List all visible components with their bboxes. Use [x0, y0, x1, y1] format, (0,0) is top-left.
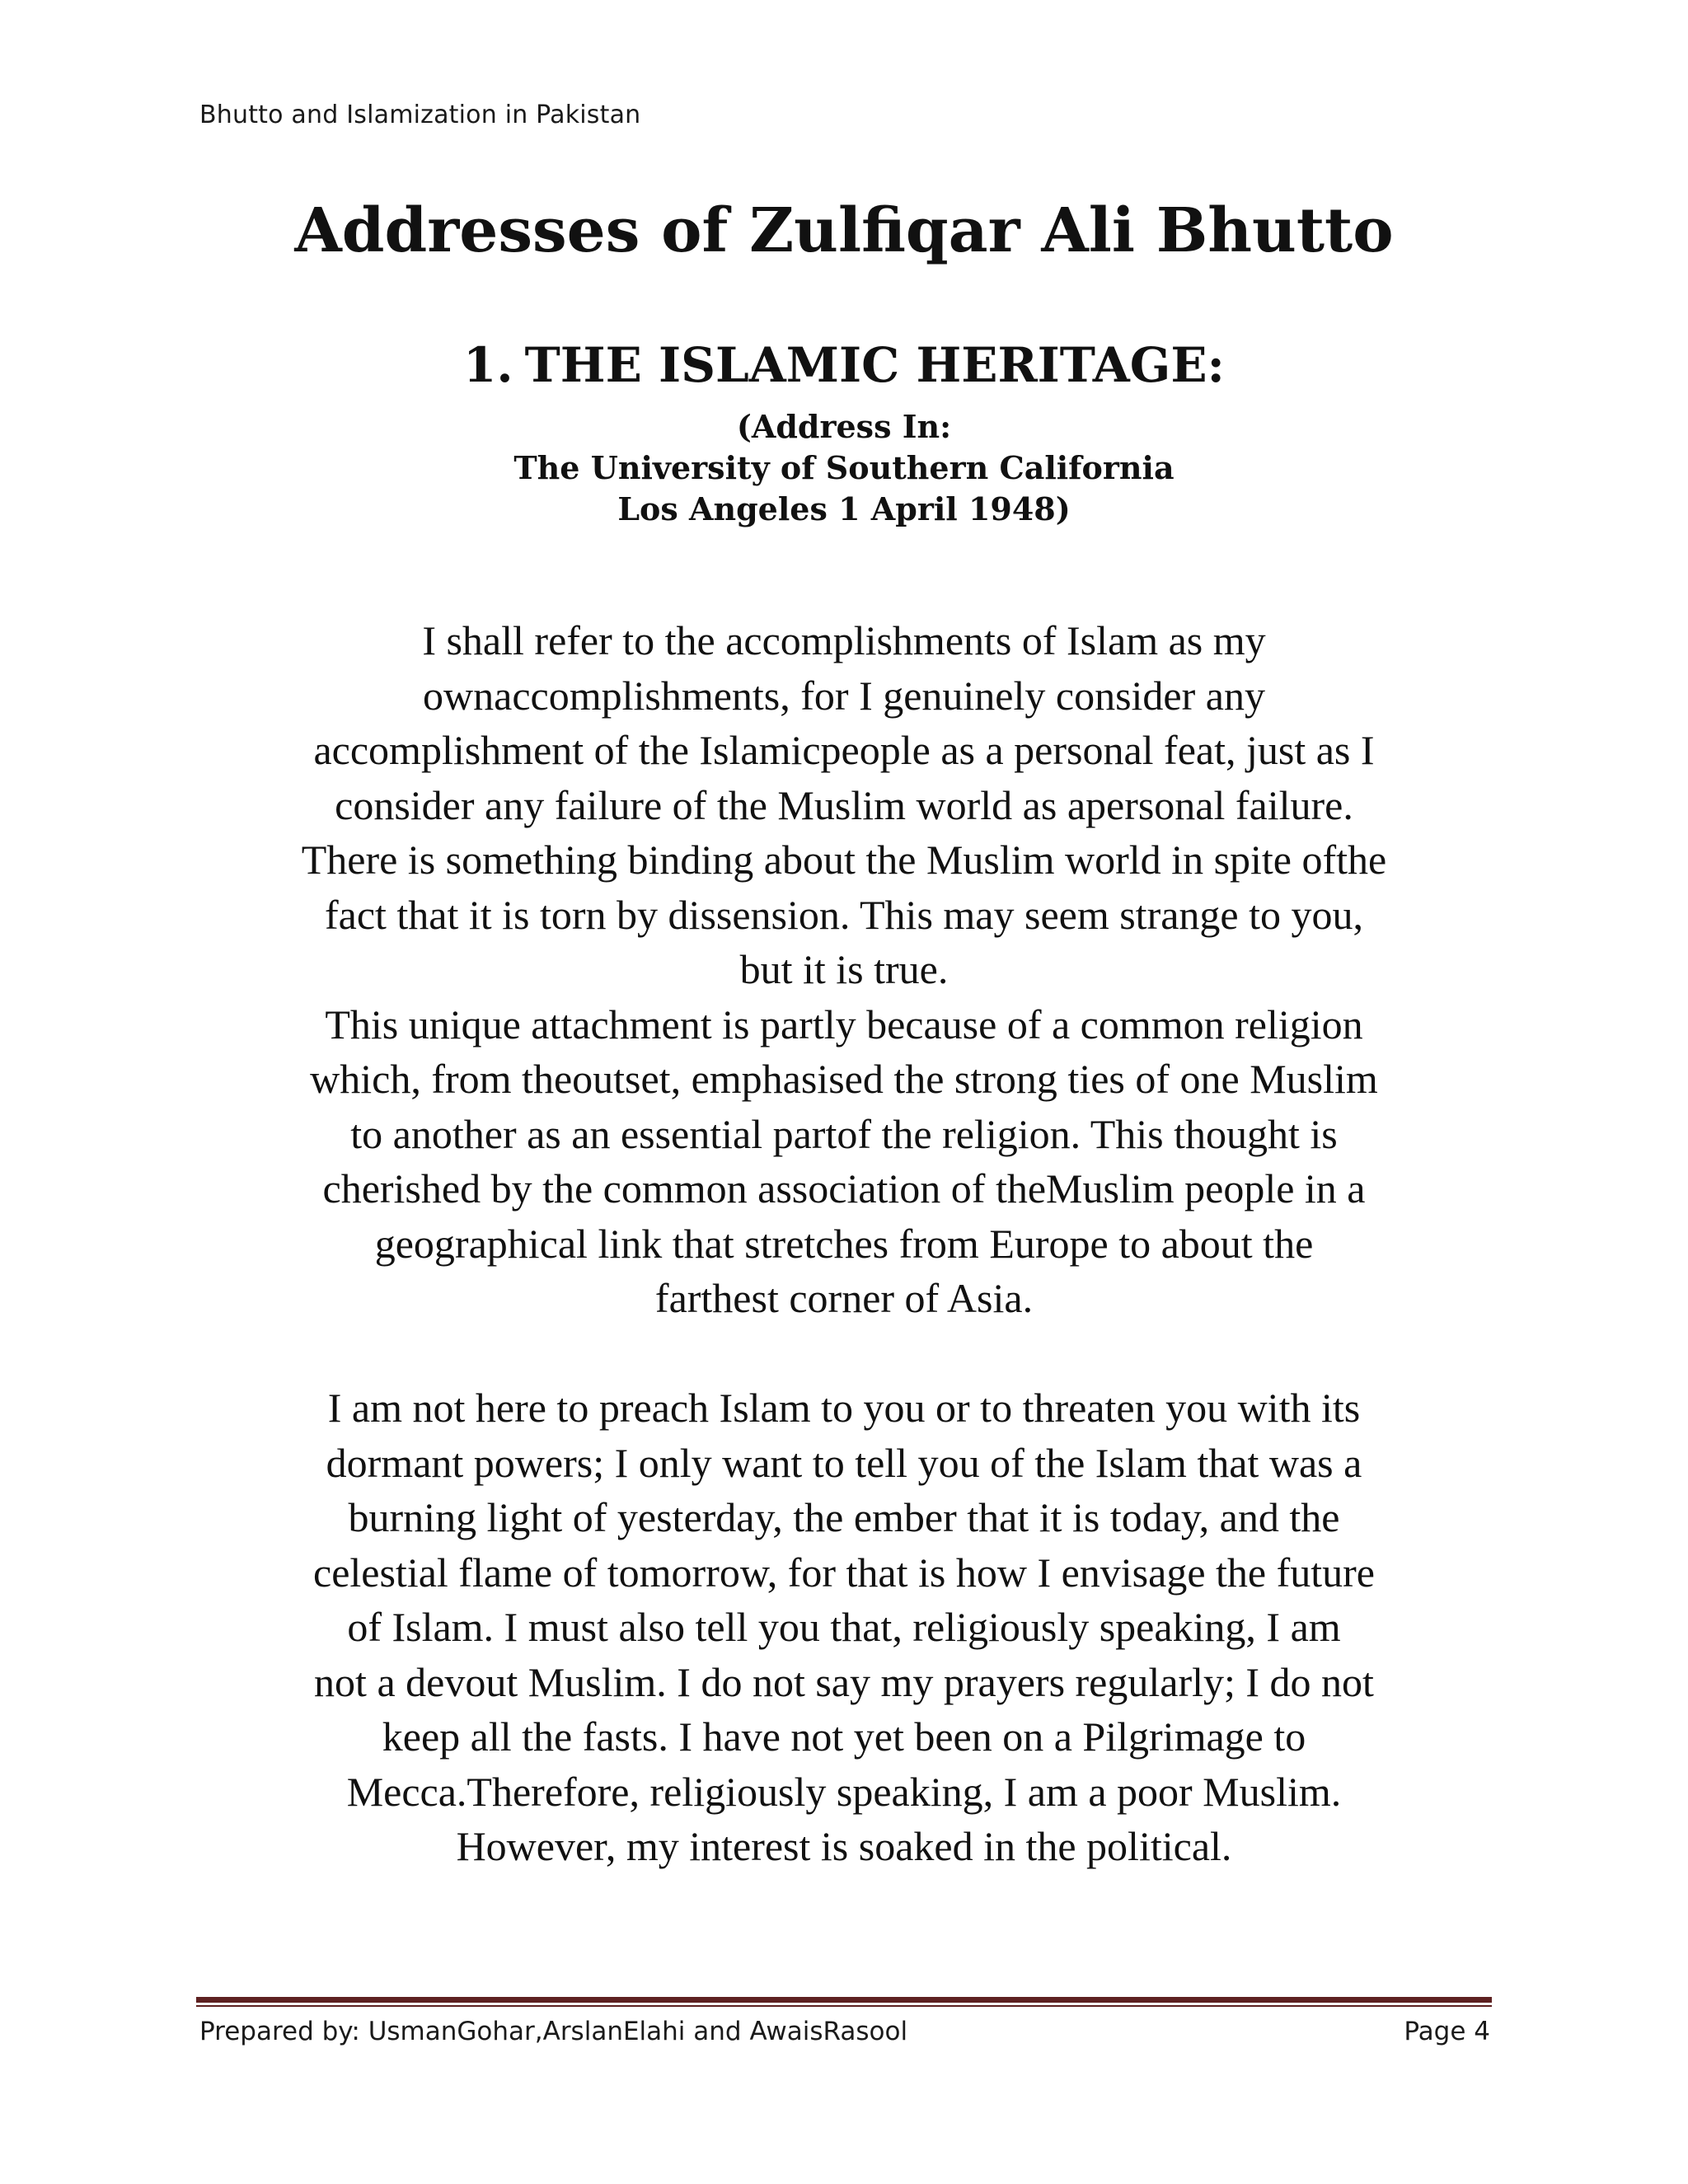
text-line: celestial flame of tomorrow, for that is how I envisage the future [313, 1549, 1375, 1596]
section-heading [0, 337, 1688, 393]
paragraph-spacer [0, 1326, 1688, 1381]
prepared-by: Prepared by: UsmanGohar,ArslanElahi and AwaisRasool [199, 2017, 908, 2046]
running-header: Bhutto and Islamization in Pakistan [199, 101, 641, 129]
speech-text [0, 613, 1688, 1874]
paragraph-1 [0, 613, 1688, 1326]
paragraph-2 [0, 1380, 1688, 1874]
text-line: consider any failure of the Muslim world as apersonal failure. [335, 781, 1353, 828]
text-line: However, my interest is soaked in the political. [456, 1823, 1232, 1869]
text-line: but it is true. [739, 946, 949, 992]
text-line: I am not here to preach Islam to you or to threaten you with its [327, 1385, 1361, 1431]
footer-divider [196, 1997, 1492, 2007]
text-line: ownaccomplishments, for I genuinely consider any [423, 672, 1265, 719]
document-title: Addresses of Zulfiqar Ali Bhutto [294, 195, 1394, 266]
text-line: keep all the fasts. I have not yet been on a Pilgrimage to [382, 1713, 1306, 1760]
text-line: I shall refer to the accomplishments of Islam as my [422, 617, 1266, 663]
text-line: which, from theoutset, emphasised the strong ties of one Muslim [310, 1056, 1378, 1102]
address-line: The University of Southern California [513, 449, 1175, 486]
text-line: accomplishment of the Islamicpeople as a personal feat, just as I [313, 727, 1375, 773]
text-line: There is something binding about the Muslim world in spite ofthe [301, 837, 1387, 883]
text-line: fact that it is torn by dissension. This may seem strange to you, [324, 891, 1363, 938]
address-line: Los Angeles 1 April 1948) [617, 490, 1071, 527]
text-line: dormant powers; I only want to tell you of the Islam that was a [326, 1439, 1362, 1486]
section-number: 1. [463, 337, 513, 393]
text-line: Mecca.Therefore, religiously speaking, I am a poor Muslim. [346, 1768, 1342, 1815]
section-title: THE ISLAMIC HERITAGE: [524, 337, 1225, 393]
page-footer [199, 2017, 1490, 2046]
text-line: burning light of yesterday, the ember that it is today, and the [348, 1494, 1340, 1540]
text-line: not a devout Muslim. I do not say my prayers regularly; I do not [314, 1658, 1374, 1705]
text-line: geographical link that stretches from Europe to about the [374, 1220, 1314, 1267]
address-line: (Address In: [736, 408, 952, 445]
text-line: cherished by the common association of theMuslim people in a [322, 1165, 1366, 1212]
text-line: farthest corner of Asia. [654, 1275, 1034, 1321]
page-number: Page 4 [1404, 2017, 1490, 2046]
address-block [0, 406, 1688, 530]
text-line: of Islam. I must also tell you that, religiously speaking, I am [347, 1604, 1341, 1650]
text-line: This unique attachment is partly because of a common religion [325, 1001, 1363, 1047]
text-line: to another as an essential partof the religion. This thought is [350, 1110, 1338, 1157]
